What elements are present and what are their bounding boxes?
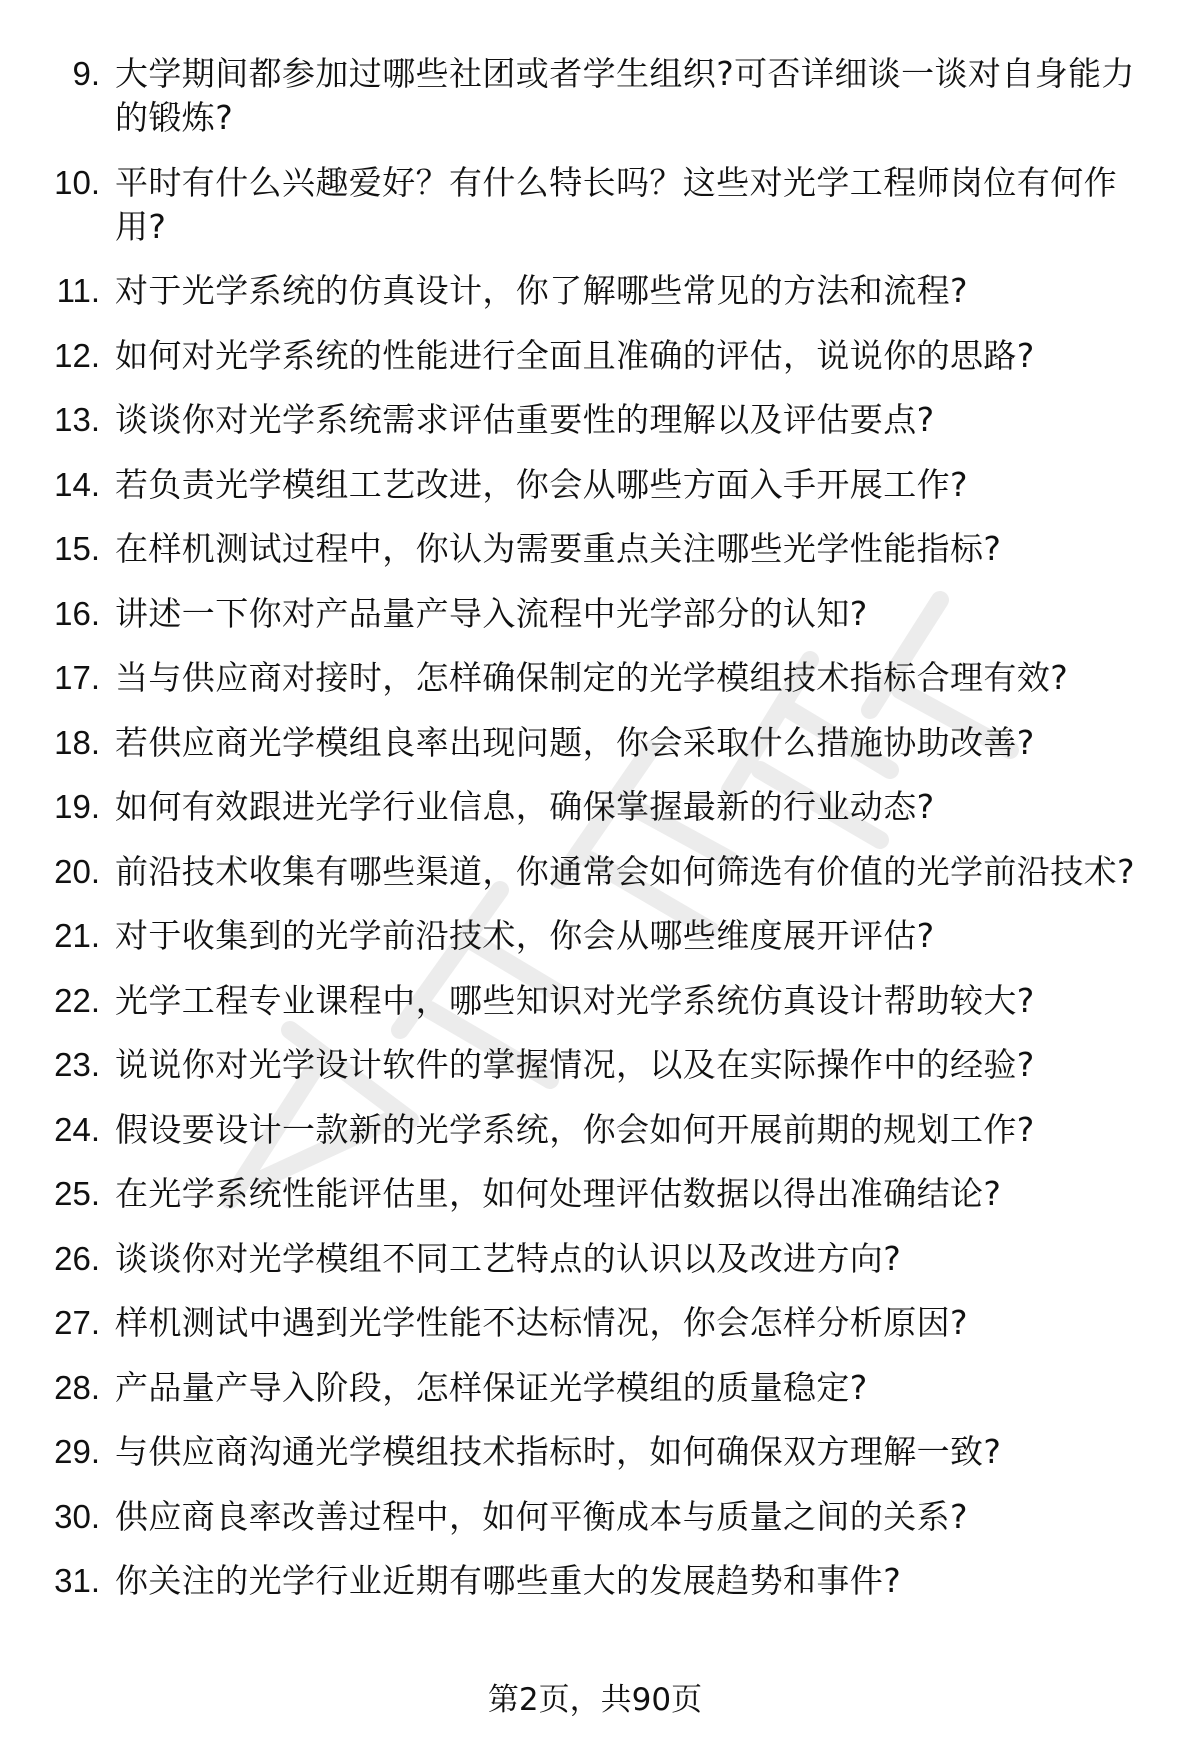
- question-number: 24.: [54, 1110, 100, 1148]
- question-text: 平时有什么兴趣爱好？有什么特长吗？这些对光学工程师岗位有何作用?: [115, 162, 1117, 246]
- list-item: [0, 1495, 1190, 1539]
- list-item: [0, 269, 1190, 313]
- question-text: 如何有效跟进光学行业信息，确保掌握最新的行业动态?: [115, 787, 935, 826]
- list-item: [0, 1108, 1190, 1152]
- list-item: [0, 1366, 1190, 1410]
- list-item: [0, 850, 1190, 894]
- question-number: 17.: [54, 659, 100, 696]
- question-number: 28.: [54, 1368, 100, 1406]
- question-number: 11.: [56, 272, 100, 309]
- question-text: 供应商良率改善过程中，如何平衡成本与质量之间的关系?: [115, 1496, 968, 1536]
- question-number: 12.: [54, 336, 100, 374]
- question-number: 31.: [54, 1562, 100, 1599]
- question-text: 讲述一下你对产品量产导入流程中光学部分的认知?: [115, 593, 868, 633]
- list-item: [0, 785, 1190, 829]
- question-text: 样机测试中遇到光学性能不达标情况，你会怎样分析原因?: [115, 1303, 968, 1342]
- question-text: 在光学系统性能评估里，如何处理评估数据以得出准确结论?: [115, 1174, 1002, 1213]
- question-text: 你关注的光学行业近期有哪些重大的发展趋势和事件?: [115, 1561, 902, 1600]
- question-text: 大学期间都参加过哪些社团或者学生组织?可否详细谈一谈对自身能力的锻炼?: [115, 54, 1135, 137]
- list-item: [0, 398, 1190, 442]
- question-text: 光学工程专业课程中，哪些知识对光学系统仿真设计帮助较大?: [115, 980, 1035, 1020]
- question-number: 22.: [54, 981, 100, 1019]
- question-number: 19.: [54, 788, 100, 825]
- list-item: [0, 527, 1190, 571]
- question-text: 谈谈你对光学模组不同工艺特点的认识以及改进方向?: [115, 1238, 902, 1278]
- list-item: [0, 721, 1190, 765]
- list-item: [0, 1172, 1190, 1216]
- question-text: 对于光学系统的仿真设计，你了解哪些常见的方法和流程?: [115, 271, 968, 310]
- question-number: 25.: [54, 1175, 100, 1212]
- list-item: [0, 1301, 1190, 1345]
- question-number: 20.: [54, 852, 100, 890]
- question-text: 如何对光学系统的性能进行全面且准确的评估，说说你的思路?: [115, 335, 1035, 375]
- question-number: 16.: [54, 594, 100, 632]
- question-number: 23.: [54, 1046, 100, 1083]
- question-number: 13.: [54, 401, 100, 438]
- question-text: 谈谈你对光学系统需求评估重要性的理解以及评估要点?: [115, 400, 935, 439]
- list-item: [0, 52, 1190, 140]
- list-item: [0, 979, 1190, 1023]
- question-text: 对于收集到的光学前沿技术，你会从哪些维度展开评估?: [115, 916, 935, 955]
- list-item: [0, 463, 1190, 507]
- list-item: [0, 1043, 1190, 1087]
- question-list: [0, 52, 1190, 1624]
- question-number: 14.: [54, 465, 100, 503]
- list-item: [0, 914, 1190, 958]
- page-footer: 第2页，共90页: [487, 1682, 703, 1718]
- list-item: [0, 592, 1190, 636]
- list-item: [0, 1430, 1190, 1474]
- question-text: 假设要设计一款新的光学系统，你会如何开展前期的规划工作?: [115, 1109, 1035, 1149]
- question-text: 前沿技术收集有哪些渠道，你通常会如何筛选有价值的光学前沿技术?: [115, 851, 1135, 891]
- question-text: 若供应商光学模组良率出现问题，你会采取什么措施协助改善?: [115, 722, 1035, 762]
- question-text: 说说你对光学设计软件的掌握情况，以及在实际操作中的经验?: [115, 1045, 1035, 1084]
- question-number: 21.: [54, 917, 100, 954]
- question-text: 产品量产导入阶段，怎样保证光学模组的质量稳定?: [115, 1367, 868, 1407]
- question-number: 27.: [54, 1304, 100, 1341]
- list-item: [0, 334, 1190, 378]
- question-number: 9.: [72, 55, 100, 92]
- question-text: 当与供应商对接时，怎样确保制定的光学模组技术指标合理有效?: [115, 658, 1069, 697]
- question-number: 29.: [54, 1433, 100, 1470]
- list-item: [0, 1559, 1190, 1603]
- question-number: 15.: [54, 530, 100, 567]
- question-number: 10.: [54, 163, 100, 201]
- question-text: 与供应商沟通光学模组技术指标时，如何确保双方理解一致?: [115, 1432, 1002, 1471]
- question-number: 30.: [54, 1497, 100, 1535]
- question-number: 26.: [54, 1239, 100, 1277]
- question-number: 18.: [54, 723, 100, 761]
- question-text: 在样机测试过程中，你认为需要重点关注哪些光学性能指标?: [115, 529, 1002, 568]
- list-item: [0, 161, 1190, 249]
- list-item: [0, 1237, 1190, 1281]
- list-item: [0, 656, 1190, 700]
- question-text: 若负责光学模组工艺改进，你会从哪些方面入手开展工作?: [115, 464, 968, 504]
